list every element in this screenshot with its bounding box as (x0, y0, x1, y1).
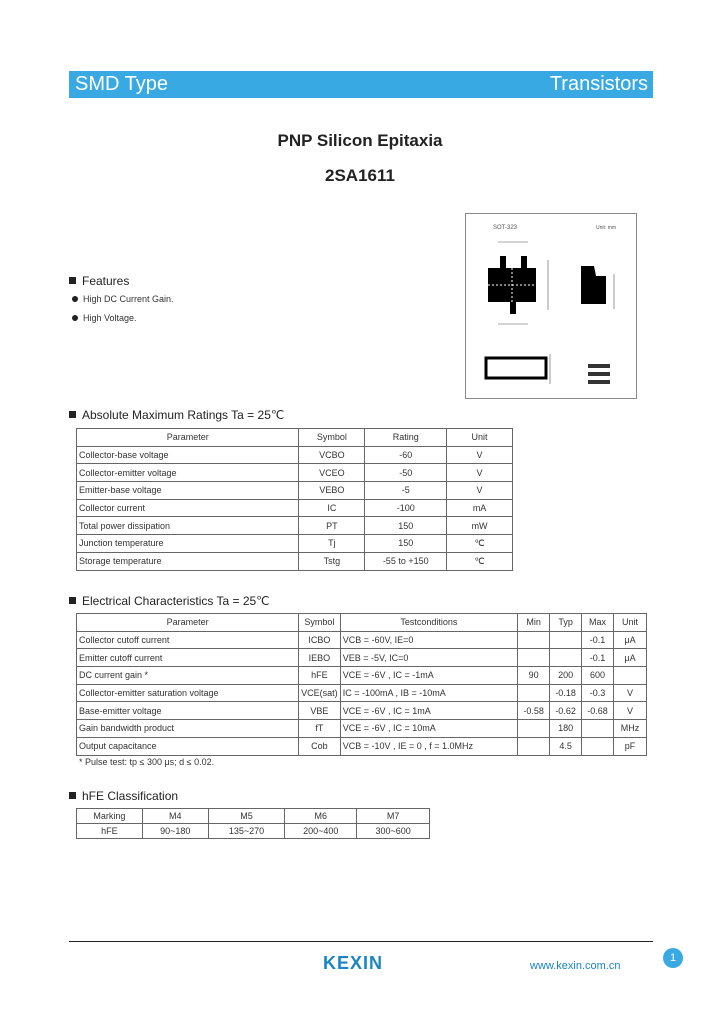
table-cell: 150 (365, 535, 447, 553)
table-header: Max (582, 614, 614, 632)
abs-max-table (76, 428, 513, 571)
elec-char-table (76, 613, 647, 756)
square-bullet-icon (69, 411, 76, 418)
dot-bullet-icon (72, 296, 78, 302)
abs-max-heading: Absolute Maximum Ratings Ta = 25℃ (69, 408, 284, 422)
table-cell: VCBO (299, 446, 365, 464)
square-bullet-icon (69, 792, 76, 799)
table-cell: μA (614, 631, 647, 649)
table-header: Unit (614, 614, 647, 632)
table-cell: Cob (299, 737, 341, 755)
part-number: 2SA1611 (325, 166, 395, 185)
dot-bullet-icon (72, 315, 78, 321)
table-cell: VCEO (299, 464, 365, 482)
table-row (77, 464, 513, 482)
table-cell: VCE = -6V , IC = 1mA (340, 702, 517, 720)
table-cell: mW (447, 517, 513, 535)
table-header: Rating (365, 429, 447, 447)
table-row (77, 720, 647, 738)
doc-title: PNP Silicon Epitaxia (277, 131, 443, 150)
kexin-logo: KEXIN (323, 953, 384, 973)
table-cell (518, 737, 550, 755)
hfe-heading: hFE Classification (69, 789, 178, 803)
table-header: Min (518, 614, 550, 632)
table-cell: IEBO (299, 649, 341, 667)
table-cell: VCB = -60V, IE=0 (340, 631, 517, 649)
table-header: Parameter (77, 429, 299, 447)
table-cell: V (614, 702, 647, 720)
table-cell: Storage temperature (77, 552, 299, 570)
table-cell: ICBO (299, 631, 341, 649)
table-cell: Marking (77, 809, 143, 824)
table-cell: -0.1 (582, 649, 614, 667)
table-cell: 200 (550, 667, 582, 685)
table-cell: hFE (77, 824, 143, 839)
table-cell (550, 649, 582, 667)
table-cell: 180 (550, 720, 582, 738)
table-cell: -0.3 (582, 684, 614, 702)
table-cell: Collector-base voltage (77, 446, 299, 464)
table-header: Typ (550, 614, 582, 632)
header-banner (69, 71, 653, 98)
table-cell: 90~180 (142, 824, 208, 839)
table-row (77, 684, 647, 702)
table-cell (550, 631, 582, 649)
package-name: SOT-323 (493, 225, 518, 231)
table-cell (582, 737, 614, 755)
table-cell: V (447, 482, 513, 500)
table-row (77, 482, 513, 500)
table-header-row (77, 429, 513, 447)
table-cell: -100 (365, 499, 447, 517)
hfe-class-table (76, 808, 430, 839)
table-cell: VCE(sat) (299, 684, 341, 702)
table-cell (518, 684, 550, 702)
square-bullet-icon (69, 277, 76, 284)
table-cell: VCE = -6V , IC = 10mA (340, 720, 517, 738)
table-cell: VCB = -10V , IE = 0 , f = 1.0MHz (340, 737, 517, 755)
table-cell (614, 667, 647, 685)
table-cell: ℃ (447, 535, 513, 553)
table-cell: 135~270 (208, 824, 285, 839)
header-right: Transistors (549, 73, 648, 95)
table-cell: V (614, 684, 647, 702)
footer-divider (69, 941, 653, 942)
table-row (77, 631, 647, 649)
table-row (77, 667, 647, 685)
table-cell (518, 720, 550, 738)
table-cell: -0.62 (550, 702, 582, 720)
table-cell: -5 (365, 482, 447, 500)
table-cell: mA (447, 499, 513, 517)
table-cell: M4 (142, 809, 208, 824)
table-cell: 90 (518, 667, 550, 685)
table-cell: -0.68 (582, 702, 614, 720)
table-cell: M7 (357, 809, 430, 824)
table-row (77, 649, 647, 667)
table-cell: 150 (365, 517, 447, 535)
package-outline-diagram (466, 214, 638, 400)
table-cell: VEB = -5V, IC=0 (340, 649, 517, 667)
table-cell: -0.58 (518, 702, 550, 720)
table-row (77, 499, 513, 517)
table-header: Symbol (299, 614, 341, 632)
table-cell (518, 649, 550, 667)
feature-item: High Voltage. (72, 313, 137, 323)
table-cell: 600 (582, 667, 614, 685)
table-cell: Tj (299, 535, 365, 553)
table-row (77, 535, 513, 553)
table-header-row (77, 614, 647, 632)
table-cell: -50 (365, 464, 447, 482)
table-cell: ℃ (447, 552, 513, 570)
pulse-test-note: * Pulse test: tp ≤ 300 μs; d ≤ 0.02. (79, 757, 215, 767)
table-header: Symbol (299, 429, 365, 447)
features-heading: Features (69, 274, 129, 288)
table-cell: 300~600 (357, 824, 430, 839)
table-cell: V (447, 446, 513, 464)
table-cell: fT (299, 720, 341, 738)
table-cell: Emitter cutoff current (77, 649, 299, 667)
table-cell: -0.1 (582, 631, 614, 649)
table-cell: Emitter-base voltage (77, 482, 299, 500)
table-cell: V (447, 464, 513, 482)
table-cell: M6 (285, 809, 357, 824)
table-row (77, 737, 647, 755)
table-cell: M5 (208, 809, 285, 824)
table-row (77, 446, 513, 464)
table-cell: VEBO (299, 482, 365, 500)
table-cell: VBE (299, 702, 341, 720)
table-row (77, 824, 430, 839)
table-cell: Gain bandwidth product (77, 720, 299, 738)
table-cell: Base-emitter voltage (77, 702, 299, 720)
table-cell: 200~400 (285, 824, 357, 839)
table-cell: Collector cutoff current (77, 631, 299, 649)
table-cell: IC = -100mA , IB = -10mA (340, 684, 517, 702)
header-left: SMD Type (75, 73, 168, 95)
table-cell: hFE (299, 667, 341, 685)
table-header: Parameter (77, 614, 299, 632)
table-row (77, 702, 647, 720)
table-cell: Total power dissipation (77, 517, 299, 535)
page-number: 1 (663, 948, 683, 968)
table-cell: -0.18 (550, 684, 582, 702)
table-row (77, 517, 513, 535)
table-cell: IC (299, 499, 365, 517)
table-cell: μA (614, 649, 647, 667)
website-link[interactable]: www.kexin.com.cn (530, 960, 621, 972)
table-cell: 4.5 (550, 737, 582, 755)
package-drawing (465, 213, 637, 399)
feature-item: High DC Current Gain. (72, 294, 174, 304)
table-cell: Collector current (77, 499, 299, 517)
table-cell: MHz (614, 720, 647, 738)
table-row (77, 809, 430, 824)
table-header: Testconditions (340, 614, 517, 632)
table-cell: Output capacitance (77, 737, 299, 755)
table-cell: DC current gain * (77, 667, 299, 685)
table-cell: PT (299, 517, 365, 535)
table-cell: VCE = -6V , IC = -1mA (340, 667, 517, 685)
table-cell: -60 (365, 446, 447, 464)
package-units: Unit: mm (596, 225, 616, 231)
table-cell: Collector-emitter voltage (77, 464, 299, 482)
table-cell: Junction temperature (77, 535, 299, 553)
table-row (77, 552, 513, 570)
table-cell (518, 631, 550, 649)
square-bullet-icon (69, 597, 76, 604)
table-cell: pF (614, 737, 647, 755)
elec-heading: Electrical Characteristics Ta = 25℃ (69, 594, 270, 608)
table-cell: Tstg (299, 552, 365, 570)
table-cell (582, 720, 614, 738)
table-header: Unit (447, 429, 513, 447)
table-cell: Collector-emitter saturation voltage (77, 684, 299, 702)
table-cell: -55 to +150 (365, 552, 447, 570)
